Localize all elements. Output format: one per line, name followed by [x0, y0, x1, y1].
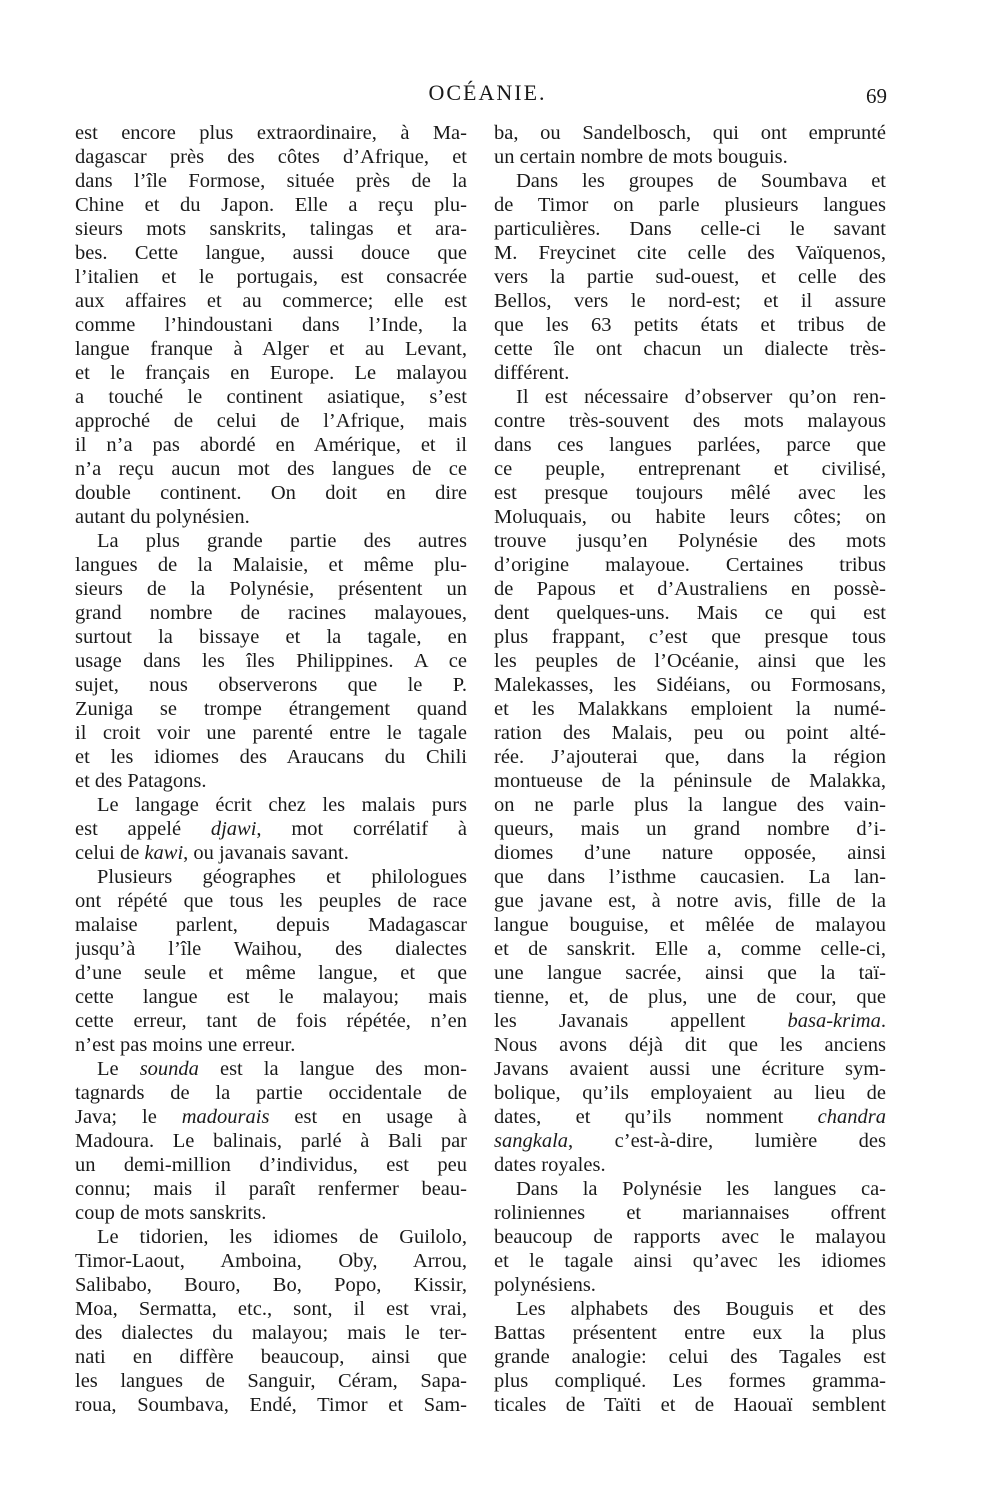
text-line [494, 1201, 886, 1225]
text-segment: des dialectes du malayou; mais le ter- [75, 1322, 467, 1344]
text-segment: Chine et du Japon. Elle a reçu plu- [75, 194, 467, 216]
text-line [494, 937, 886, 961]
text-line [494, 1009, 886, 1033]
text-segment: , ou javanais savant. [183, 842, 349, 864]
text-segment: est appelé [75, 818, 211, 840]
text-segment: d’une seule et même langue, et que [75, 962, 467, 984]
text-line [494, 1081, 886, 1105]
text-line [75, 289, 467, 313]
text-line [75, 337, 467, 361]
text-segment: langue bouguise, et mêlée de malayou [494, 914, 886, 936]
text-segment: polynésiens. [494, 1274, 596, 1296]
italic-term: madourais [181, 1106, 270, 1128]
text-line [494, 1345, 886, 1369]
text-segment: et de sanskrit. Elle a, comme celle-ci, [494, 938, 886, 960]
text-segment: tagnards de la partie occidentale de [75, 1082, 467, 1104]
text-segment: un certain nombre de mots bouguis. [494, 146, 788, 168]
text-line [494, 337, 886, 361]
text-line [494, 889, 886, 913]
text-segment: et les idiomes des Araucans du Chili [75, 746, 467, 768]
text-segment: . [880, 1010, 886, 1032]
text-segment: et des Patagons. [75, 770, 207, 792]
running-header: OCÉANIE. [428, 80, 547, 105]
text-line [494, 1273, 886, 1297]
text-line [494, 769, 886, 793]
text-segment: connu; mais il paraît renfermer beau- [75, 1178, 467, 1200]
text-segment: dates royales. [494, 1154, 606, 1176]
text-segment: Zuniga se trompe étrangement quand [75, 698, 467, 720]
text-line [494, 1057, 886, 1081]
text-line [494, 721, 886, 745]
text-line [75, 697, 467, 721]
text-line [494, 169, 886, 193]
text-segment: M. Freycinet cite celle des Vaïquenos, [494, 242, 886, 264]
text-line [75, 673, 467, 697]
text-line [494, 745, 886, 769]
text-segment: Le [97, 1058, 140, 1080]
text-line [75, 841, 467, 865]
text-line [75, 1249, 467, 1273]
text-segment: n’est pas moins une erreur. [75, 1034, 296, 1056]
text-segment: Dans les groupes de Soumbava et [516, 170, 886, 192]
text-line [75, 1297, 467, 1321]
text-segment: Le langage écrit chez les malais purs [97, 794, 467, 816]
text-line [75, 1081, 467, 1105]
text-segment: rée. J’ajouterai que, dans la région [494, 746, 886, 768]
text-line [75, 913, 467, 937]
text-line [494, 817, 886, 841]
text-segment: roua, Soumbava, Endé, Timor et Sam- [75, 1394, 467, 1416]
text-segment: usage dans les îles Philippines. A ce [75, 650, 467, 672]
text-segment: surtout la bissaye et la tagale, en [75, 626, 467, 648]
text-line [494, 217, 886, 241]
text-line [494, 1177, 886, 1201]
text-segment: coup de mots sanskrits. [75, 1202, 267, 1224]
text-line [75, 601, 467, 625]
text-line [494, 1033, 886, 1057]
text-line [75, 985, 467, 1009]
text-segment: Javans avaient aussi une écriture sym- [494, 1058, 886, 1080]
text-segment: grand nombre de racines malayoues, [75, 602, 467, 624]
text-line [494, 1249, 886, 1273]
text-line [494, 1129, 886, 1153]
text-segment: les Javanais appellent [494, 1010, 788, 1032]
italic-term: basa-krima [787, 1010, 881, 1032]
text-line [494, 121, 886, 145]
text-segment: queurs, mais un grand nombre d’i- [494, 818, 886, 840]
text-line [75, 1033, 467, 1057]
text-segment: dates, et qu’ils nomment [494, 1106, 818, 1128]
text-segment: aux affaires et au commerce; elle est [75, 290, 467, 312]
text-line [494, 193, 886, 217]
text-segment: n’a reçu aucun mot des langues de ce [75, 458, 467, 480]
text-segment: roliniennes et mariannaises offrent [494, 1202, 886, 1224]
text-segment: ba, ou Sandelbosch, qui ont emprunté [494, 122, 886, 144]
text-segment: dent quelques-uns. Mais ce qui est [494, 602, 886, 624]
text-line [75, 553, 467, 577]
text-segment: cette île ont chacun un dialecte très- [494, 338, 886, 360]
text-line [75, 241, 467, 265]
text-line [494, 505, 886, 529]
text-line [75, 1321, 467, 1345]
text-segment: Moluquais, ou habite leurs côtes; on [494, 506, 886, 528]
text-segment: autant du polynésien. [75, 506, 250, 528]
text-segment: il n’a pas abordé en Amérique, et il [75, 434, 467, 456]
text-segment: comme l’hindoustani dans l’Inde, la [75, 314, 467, 336]
text-segment: un demi-million d’individus, est peu [75, 1154, 467, 1176]
page-number: 69 [866, 84, 887, 108]
text-line [494, 601, 886, 625]
italic-term: sangkala [494, 1130, 569, 1152]
text-segment: d’origine malayoue. Certaines tribus [494, 554, 886, 576]
text-line [75, 1009, 467, 1033]
text-segment: , mot corrélatif à [256, 818, 467, 840]
text-segment: est presque toujours mêlé avec les [494, 482, 886, 504]
text-line [75, 1273, 467, 1297]
text-line [494, 1369, 886, 1393]
text-segment: langues de la Malaisie, et même plu- [75, 554, 467, 576]
text-segment: ont répété que tous les peuples de race [75, 890, 467, 912]
text-line [75, 169, 467, 193]
italic-term: chandra [817, 1106, 886, 1128]
text-line [75, 1177, 467, 1201]
text-line [75, 409, 467, 433]
text-line [494, 649, 886, 673]
text-line [75, 817, 467, 841]
text-line [75, 193, 467, 217]
text-line [75, 721, 467, 745]
text-segment: gue javane est, à notre avis, fille de la [494, 890, 886, 912]
text-column-right [494, 121, 886, 1417]
text-segment: cette erreur, tant de fois répétée, n’en [75, 1010, 467, 1032]
text-segment: tienne, et, de plus, une de cour, que [494, 986, 886, 1008]
text-line [75, 529, 467, 553]
text-line [75, 1225, 467, 1249]
text-line [494, 553, 886, 577]
text-segment: il croit voir une parenté entre le tagale [75, 722, 467, 744]
text-segment: les langues de Sanguir, Céram, Sapa- [75, 1370, 467, 1392]
text-line [75, 889, 467, 913]
text-segment: de Timor on parle plusieurs langues [494, 194, 886, 216]
text-line [75, 217, 467, 241]
text-line [75, 793, 467, 817]
text-line [494, 313, 886, 337]
text-line [494, 865, 886, 889]
text-line [494, 1297, 886, 1321]
text-segment: et le français en Europe. Le malayou [75, 362, 467, 384]
text-segment: Battas présentent entre eux la plus [494, 1322, 886, 1344]
text-line [494, 481, 886, 505]
text-line [494, 673, 886, 697]
text-segment: sujet, nous observerons que le P. [75, 674, 467, 696]
text-segment: Java; le [75, 1106, 182, 1128]
text-segment: Dans la Polynésie les langues ca- [516, 1178, 886, 1200]
italic-term: djawi [210, 818, 257, 840]
text-segment: a touché le continent asiatique, s’est [75, 386, 467, 408]
text-segment: dans ces langues parlées, parce que [494, 434, 886, 456]
text-line [494, 1105, 886, 1129]
text-line [75, 265, 467, 289]
text-line [494, 841, 886, 865]
text-line [75, 313, 467, 337]
text-segment: contre très-souvent des mots malayous [494, 410, 886, 432]
text-segment: Malekasses, les Sidéians, ou Formosans, [494, 674, 886, 696]
text-segment: on ne parle plus la langue des vain- [494, 794, 886, 816]
text-segment: double continent. On doit en dire [75, 482, 467, 504]
text-line [494, 289, 886, 313]
text-segment: sieurs mots sanskrits, talingas et ara- [75, 218, 467, 240]
text-line [75, 1345, 467, 1369]
text-line [494, 577, 886, 601]
text-line [494, 385, 886, 409]
text-line [494, 241, 886, 265]
text-segment: plus compliqué. Les formes gramma- [494, 1370, 886, 1392]
text-line [494, 1225, 886, 1249]
text-segment: Le tidorien, les idiomes de Guilolo, [97, 1226, 467, 1248]
text-segment: Plusieurs géographes et philologues [97, 866, 467, 888]
text-segment: une langue sacrée, ainsi que la taï- [494, 962, 886, 984]
text-segment: cette langue est le malayou; mais [75, 986, 467, 1008]
text-segment: nati en diffère beaucoup, ainsi que [75, 1346, 467, 1368]
text-line [494, 1321, 886, 1345]
text-segment: est en usage à [269, 1106, 467, 1128]
text-segment: sieurs de la Polynésie, présentent un [75, 578, 467, 600]
text-segment: Il est nécessaire d’observer qu’on ren- [516, 386, 886, 408]
text-line [75, 577, 467, 601]
text-line [75, 385, 467, 409]
text-segment: dagascar près des côtes d’Afrique, et [75, 146, 467, 168]
text-segment: diomes d’une nature opposée, ainsi [494, 842, 886, 864]
text-line [494, 361, 886, 385]
text-segment: Les alphabets des Bouguis et des [516, 1298, 886, 1320]
text-segment: celui de [75, 842, 145, 864]
text-line [494, 529, 886, 553]
text-line [75, 937, 467, 961]
text-segment: Salibabo, Bouro, Bo, Popo, Kissir, [75, 1274, 467, 1296]
text-segment: les peuples de l’Océanie, ainsi que les [494, 650, 886, 672]
text-line [494, 457, 886, 481]
text-segment: ration des Malais, peu ou point alté- [494, 722, 886, 744]
text-segment: Timor-Laout, Amboina, Oby, Arrou, [75, 1250, 467, 1272]
text-line [75, 1057, 467, 1081]
text-segment: vers la partie sud-ouest, et celle des [494, 266, 886, 288]
text-line [75, 625, 467, 649]
text-segment: jusqu’à l’île Waihou, des dialectes [75, 938, 467, 960]
text-segment: malaise parlent, depuis Madagascar [75, 914, 467, 936]
text-line [75, 1393, 467, 1417]
text-segment: particulières. Dans celle-ci le savant [494, 218, 886, 240]
text-segment: Madoura. Le balinais, parlé à Bali par [75, 1130, 467, 1152]
text-line [494, 961, 886, 985]
text-line [494, 433, 886, 457]
text-segment: trouve jusqu’en Polynésie des mots [494, 530, 886, 552]
text-line [75, 1153, 467, 1177]
text-line [494, 913, 886, 937]
text-segment: Bellos, vers le nord-est; et il assure [494, 290, 886, 312]
text-line [494, 697, 886, 721]
text-line [75, 481, 467, 505]
text-segment: langue franque à Alger et au Levant, [75, 338, 467, 360]
text-line [75, 745, 467, 769]
text-line [75, 865, 467, 889]
text-line [75, 1201, 467, 1225]
text-line [494, 409, 886, 433]
text-segment: bes. Cette langue, aussi douce que [75, 242, 467, 264]
italic-term: kawi [144, 842, 184, 864]
text-segment: grande analogie: celui des Tagales est [494, 1346, 886, 1368]
text-segment: ticales de Taïti et de Haouaï semblent [494, 1394, 886, 1416]
text-line [494, 1153, 886, 1177]
text-segment: que les 63 petits états et tribus de [494, 314, 886, 336]
text-segment: Moa, Sermatta, etc., sont, il est vrai, [75, 1298, 467, 1320]
text-line [75, 361, 467, 385]
text-segment: ce peuple, entreprenant et civilisé, [494, 458, 886, 480]
text-segment: beaucoup de rapports avec le malayou [494, 1226, 886, 1248]
text-segment: montueuse de la péninsule de Malakka, [494, 770, 886, 792]
text-segment: de Papous et d’Australiens en possè- [494, 578, 886, 600]
text-line [494, 1393, 886, 1417]
text-line [75, 121, 467, 145]
text-line [75, 1369, 467, 1393]
text-segment: dans l’île Formose, située près de la [75, 170, 467, 192]
text-segment: Nous avons déjà dit que les anciens [494, 1034, 886, 1056]
text-line [494, 145, 886, 169]
text-segment: l’italien et le portugais, est consacrée [75, 266, 467, 288]
text-line [494, 793, 886, 817]
text-segment: bolique, qu’ils employaient au lieu de [494, 1082, 886, 1104]
text-segment: , c’est-à-dire, lumière des [568, 1130, 886, 1152]
text-line [75, 457, 467, 481]
text-column-left [75, 121, 467, 1417]
text-line [75, 961, 467, 985]
text-line [494, 265, 886, 289]
text-line [75, 1105, 467, 1129]
text-line [75, 145, 467, 169]
text-line [494, 985, 886, 1009]
text-line [75, 769, 467, 793]
text-line [494, 625, 886, 649]
text-segment: différent. [494, 362, 570, 384]
text-segment: est encore plus extraordinaire, à Ma- [75, 122, 467, 144]
text-line [75, 505, 467, 529]
text-line [75, 649, 467, 673]
text-segment: approché de celui de l’Afrique, mais [75, 410, 467, 432]
text-segment: et le tagale ainsi qu’avec les idiomes [494, 1250, 886, 1272]
text-line [75, 433, 467, 457]
text-segment: que dans l’isthme caucasien. La lan- [494, 866, 886, 888]
text-segment: et les Malakkans emploient la numé- [494, 698, 886, 720]
text-segment: est la langue des mon- [198, 1058, 467, 1080]
text-segment: plus frappant, c’est que presque tous [494, 626, 886, 648]
text-line [75, 1129, 467, 1153]
text-segment: La plus grande partie des autres [97, 530, 467, 552]
italic-term: sounda [139, 1058, 199, 1080]
